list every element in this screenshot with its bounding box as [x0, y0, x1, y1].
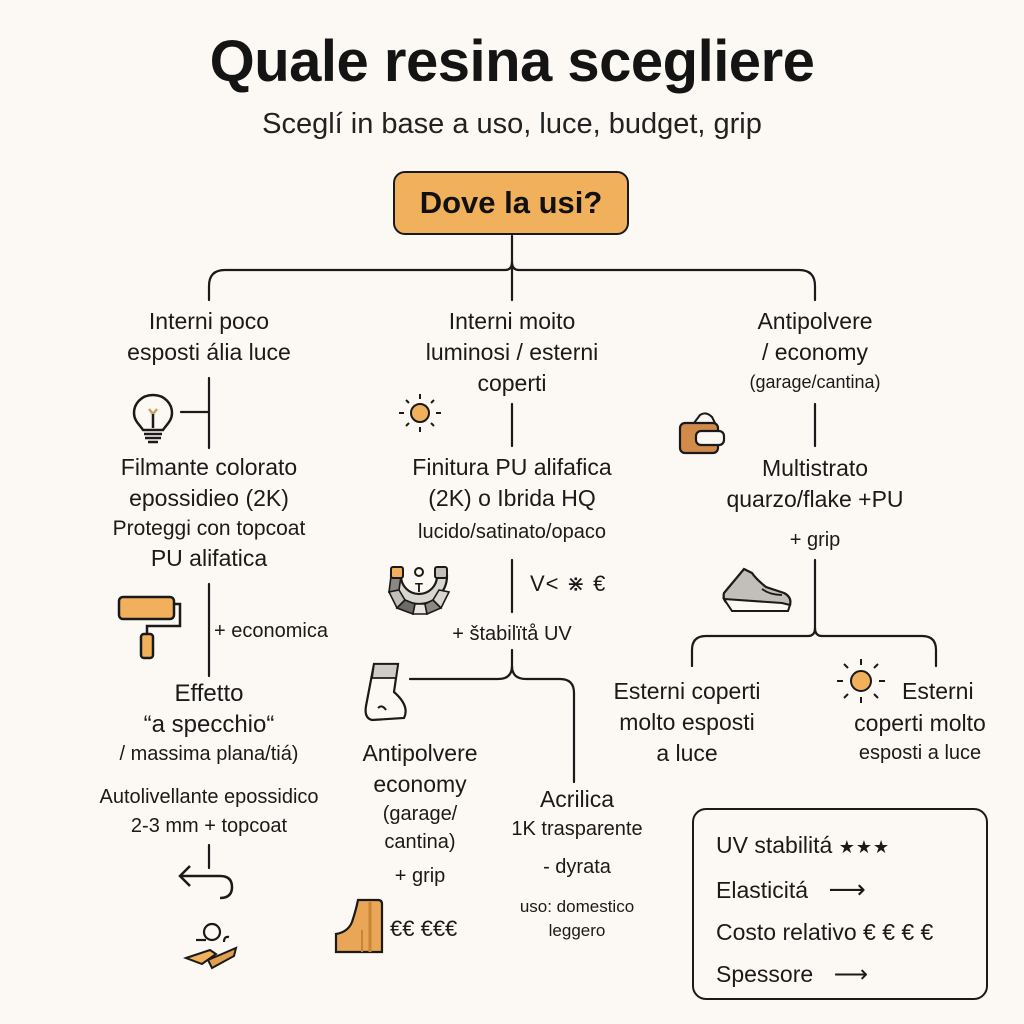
branch-left-result	[89, 452, 329, 514]
right-sub-esterni-1-line: Esterni coperti	[613, 678, 761, 704]
branch-left-sub-result	[59, 783, 359, 841]
legend-row-elasticity	[716, 868, 986, 911]
middle-sub-antipolvere	[330, 738, 510, 890]
branch-left-heading	[109, 306, 309, 368]
branch-left-sub-detail: / massima plana/tiá)	[119, 743, 299, 765]
branch-middle-heading	[392, 306, 632, 399]
branch-left-sub-result-line: 2-3 mm + topcoat	[130, 815, 288, 837]
branch-left-note-line: PU alifatica	[150, 545, 268, 571]
branch-middle-result	[362, 452, 662, 514]
legend-label: Elasticitá	[716, 877, 809, 903]
branch-middle-note: lucido/satinato/opaco	[418, 521, 606, 543]
right-sub-esterni-2-detail: esposti a luce	[858, 742, 982, 764]
middle-sub-acrilica-heading: Acrilica	[539, 786, 615, 812]
middle-sub-antipolvere-detail-line: (garage/	[382, 803, 458, 825]
branch-left-heading-line: esposti ália luce	[127, 339, 291, 365]
root-question-box	[393, 171, 629, 235]
branch-left-heading-line: Interni poco	[148, 308, 270, 334]
page-subtitle: Sceglí in base a uso, luce, budget, grip	[262, 108, 762, 140]
legend-label: Costo relativo	[716, 919, 857, 945]
branch-right-result-line: quarzo/flake +PU	[726, 486, 904, 512]
right-sub-esterni-2	[830, 708, 1010, 767]
svg-text:T: T	[415, 580, 423, 595]
branch-left-extra-label: + economica	[214, 620, 328, 642]
branch-right-heading	[695, 306, 935, 396]
branch-middle-heading-line: coperti	[477, 370, 547, 396]
arrow-right-icon: ⟶	[833, 961, 868, 988]
wallet-icon	[678, 411, 728, 455]
branch-right-extra: + grip	[789, 529, 841, 551]
sun-icon	[834, 656, 888, 706]
middle-sub-acrilica-use-line: leggero	[548, 921, 606, 940]
paint-roller-icon	[117, 594, 189, 660]
color-wheel-icon	[385, 564, 453, 618]
legend-row-uv	[716, 824, 986, 868]
middle-sub-antipolvere-detail-line: cantina)	[384, 831, 456, 853]
branch-middle-heading-line: luminosi / esterni	[425, 339, 599, 365]
branch-left-note-line: Proteggi con topcoat	[112, 517, 306, 540]
branch-left-sub-heading-line: Effetto	[174, 680, 244, 707]
middle-sub-antipolvere-heading-line: economy	[373, 771, 467, 797]
root-question-label: Dove la usi?	[419, 185, 603, 220]
middle-sub-acrilica-note: - dyrata	[543, 856, 611, 878]
right-sub-esterni-1	[592, 676, 782, 769]
branch-right-result-line: Multistrato	[761, 455, 869, 481]
middle-sub-acrilica-detail: 1K trasparente	[511, 818, 643, 840]
return-arrow-icon	[176, 858, 238, 902]
branch-left-sub-result-line: Autolivellante epossidico	[99, 786, 319, 808]
branch-right-result	[685, 453, 945, 515]
middle-sub-acrilica-use-line: uso: domestico	[519, 897, 635, 916]
branch-right-heading-line: / economy	[761, 339, 869, 365]
legend-box	[692, 808, 988, 1000]
middle-sub-acrilica	[492, 784, 662, 943]
page-title: Quale resina scegliere	[209, 29, 815, 94]
branch-middle-result-line: (2K) o Ibrida HQ	[428, 485, 596, 511]
legend-label: UV stabilitá	[716, 832, 833, 858]
branch-middle-extra-label: + štabilïtå UV	[452, 623, 572, 645]
right-sub-esterni-1-line: molto esposti	[619, 709, 755, 735]
right-sub-esterni-1-line: a luce	[656, 740, 718, 766]
middle-sub-antipolvere-extra: + grip	[394, 865, 446, 887]
middle-sub-antipolvere-heading-line: Antipolvere	[362, 740, 478, 766]
branch-left-note	[79, 515, 339, 573]
arrow-right-icon: ⟶	[828, 874, 866, 904]
branch-left-result-line: epossidieo (2K)	[129, 485, 289, 511]
branch-left-sub-heading-line: “a specchio“	[143, 711, 275, 738]
right-sub-esterni-2-line: coperti molto	[854, 710, 986, 736]
branch-middle-heading-line: Interni moito	[448, 308, 576, 334]
middle-sub-cost: €€ €€€	[390, 916, 458, 941]
sock-icon	[364, 662, 412, 724]
legend-row-cost	[716, 911, 986, 953]
branch-middle-result-line: Finitura PU alifafica	[412, 454, 612, 480]
hand-coins-icon	[182, 920, 242, 972]
lightbulb-icon	[130, 392, 176, 446]
euro-cost-value: € € € €	[863, 919, 934, 945]
middle-symbols: V< ⋇ €	[530, 571, 607, 596]
stars-icon: ★★★	[838, 837, 891, 857]
right-sub-esterni-2-heading-a: Esterni	[902, 678, 974, 704]
legend-label: Spessore	[716, 961, 814, 987]
branch-right-heading-line: Antipolvere	[757, 308, 873, 334]
branch-left-result-line: Filmante colorato	[120, 454, 298, 480]
legend-row-thickness	[716, 953, 986, 996]
shoe-icon	[720, 565, 794, 613]
branch-right-detail: (garage/cantina)	[749, 372, 881, 392]
boot-icon	[334, 898, 384, 954]
sun-icon	[396, 392, 444, 434]
branch-left-sub-heading	[99, 678, 319, 768]
